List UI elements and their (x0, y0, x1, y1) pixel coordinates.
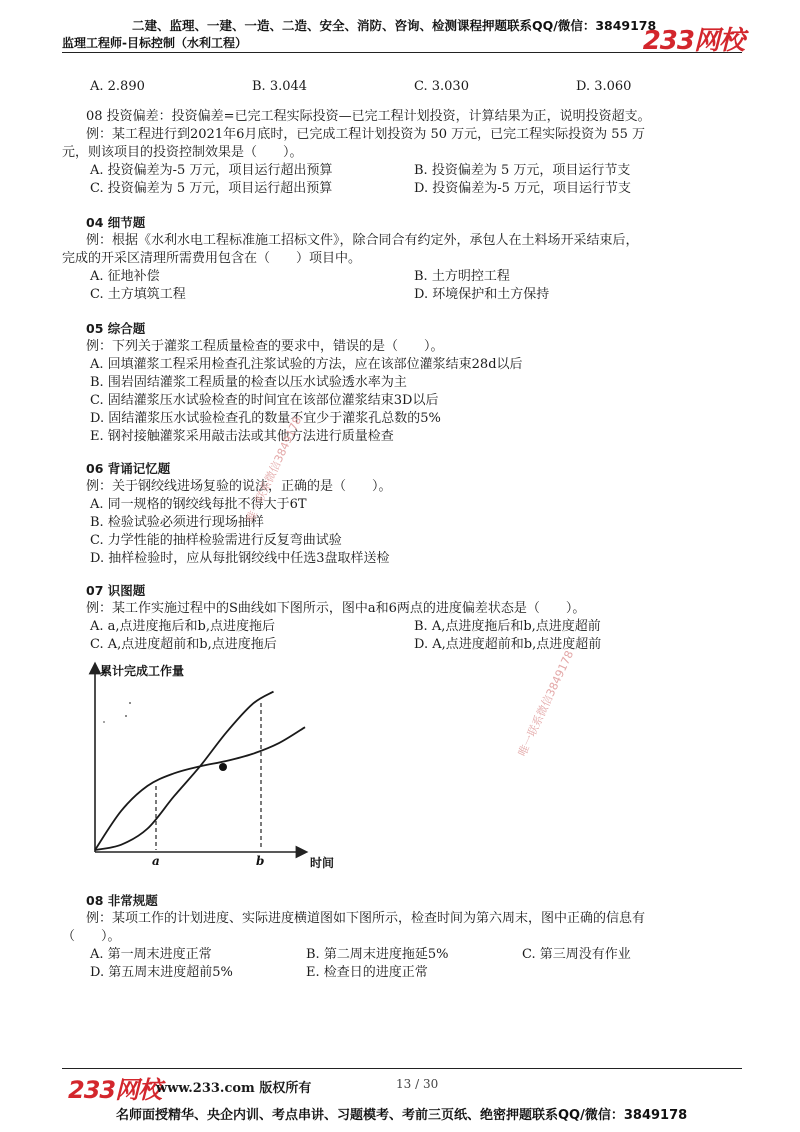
x-tick-a: a (152, 854, 160, 868)
section-title-detail: 04 细节题 (86, 215, 146, 230)
footer-copyright-link[interactable]: www.233.com 版权所有 (156, 1081, 312, 1096)
option-b: B. 土方明控工程 (414, 269, 510, 284)
section-title-investment-deviation: 08 投资偏差：投资偏差=已完工程实际投资—已完工程计划投资，计算结果为正，说明投资超支。 (86, 109, 651, 124)
option-d: D. 环境保护和土方保持 (414, 287, 550, 302)
option-d: D. 第五周末进度超前5% (90, 965, 233, 980)
option-c: C. 第三周没有作业 (522, 947, 631, 962)
question-text-cont: （ ）。 (62, 929, 121, 944)
footer-contact-line: 名师面授精华、央企内训、考点串讲、习题模考、考前三页纸、绝密押题联系QQ/微信：3849178 (116, 1108, 688, 1123)
option-a: A. 回填灌浆工程采用检查孔注浆试验的方法，应在该部位灌浆结束28d以后 (90, 357, 523, 372)
prev-option-c: C. 3.030 (414, 79, 469, 94)
option-c: C. A,点进度超前和b,点进度拖后 (90, 637, 277, 652)
option-d: D. A,点进度超前和b,点进度超前 (414, 637, 602, 652)
question-text-cont: 元，则该项目的投资控制效果是（ ）。 (62, 145, 303, 160)
question-text: 例：某工作实施过程中的S曲线如下图所示，图中a和6两点的进度偏差状态是（ ）。 (86, 601, 586, 616)
y-axis-label: 累计完成工作量 (100, 664, 185, 678)
prev-option-d: D. 3.060 (576, 79, 632, 94)
footer-logo: 233网校 (68, 1076, 162, 1104)
x-axis-label: 时间 (310, 856, 335, 870)
option-c: C. 土方填筑工程 (90, 287, 186, 302)
header-course-title: 监理工程师-目标控制（水利工程） (62, 36, 247, 50)
option-a: A. 第一周末进度正常 (90, 947, 212, 962)
header-divider (62, 52, 742, 53)
option-b: B. 投资偏差为 5 万元，项目运行节支 (414, 163, 631, 178)
question-text: 例：下列关于灌浆工程质量检查的要求中，错误的是（ ）。 (86, 339, 444, 354)
watermark-text: 唯一联系微信3849178 (243, 414, 305, 525)
option-a: A. a,点进度拖后和b,点进度拖后 (90, 619, 275, 634)
prev-option-b: B. 3.044 (252, 79, 308, 94)
option-c: C. 力学性能的抽样检验需进行反复弯曲试验 (90, 533, 342, 548)
x-tick-b: b (256, 854, 265, 868)
option-b: B. 第二周末进度拖延5% (306, 947, 449, 962)
question-text: 例：根据《水利水电工程标准施工招标文件》，除合同合有约定外，承包人在土料场开采结束后， (86, 233, 639, 248)
option-a: A. 征地补偿 (90, 269, 160, 284)
option-b: B. 检验试验必须进行现场抽样 (90, 515, 264, 530)
option-e: E. 钢衬接触灌浆采用敲击法或其他方法进行质量检查 (90, 429, 394, 444)
page-number: 13 / 30 (396, 1077, 439, 1091)
option-e: E. 检查日的进度正常 (306, 965, 428, 980)
option-a: A. 同一规格的钢绞线每批不得大于6T (90, 497, 307, 512)
section-title-unconventional: 08 非常规题 (86, 893, 158, 908)
section-title-diagram: 07 识图题 (86, 583, 146, 598)
option-c: C. 投资偏差为 5 万元，项目运行超出预算 (90, 181, 333, 196)
question-text: 例：某工程进行到2021年6月底时，已完成工程计划投资为 50 万元，已完工程实际投资为 55 万 (86, 127, 645, 142)
option-d: D. 抽样检验时，应从每批钢绞线中任选3盘取样送检 (90, 551, 390, 566)
option-b: B. A,点进度拖后和b,点进度超前 (414, 619, 601, 634)
question-text: 例：关于钢绞线进场复验的说法，正确的是（ ）。 (86, 479, 392, 494)
question-text: 例：某项工作的计划进度、实际进度横道图如下图所示，检查时间为第六周末，图中正确的信息有 (86, 911, 646, 926)
question-text-cont: 完成的开采区清理所需费用包含在（ ）项目中。 (62, 251, 362, 266)
brand-logo: 233网校 (642, 26, 744, 56)
s-curve-series-1 (95, 727, 305, 850)
footer-divider (62, 1068, 742, 1069)
option-c: C. 固结灌浆压水试验检查的时间宜在该部位灌浆结束3D以后 (90, 393, 439, 408)
option-d: D. 投资偏差为-5 万元，项目运行节支 (414, 181, 632, 196)
section-title-memorize: 06 背诵记忆题 (86, 461, 171, 476)
option-d: D. 固结灌浆压水试验检查孔的数量不宜少于灌浆孔总数的5% (90, 411, 441, 426)
watermark-text: 唯一联系微信3849178 (515, 648, 577, 759)
s-curve-chart (80, 660, 340, 872)
prev-option-a: A. 2.890 (90, 79, 145, 94)
header-contact-line: 二建、监理、一建、一造、二造、安全、消防、咨询、检测课程押题联系QQ/微信：3849178 (132, 18, 657, 33)
option-a: A. 投资偏差为-5 万元，项目运行超出预算 (90, 163, 333, 178)
section-title-comprehensive: 05 综合题 (86, 321, 146, 336)
option-b: B. 围岩固结灌浆工程质量的检查以压水试验透水率为主 (90, 375, 407, 390)
intersection-point (219, 763, 227, 771)
